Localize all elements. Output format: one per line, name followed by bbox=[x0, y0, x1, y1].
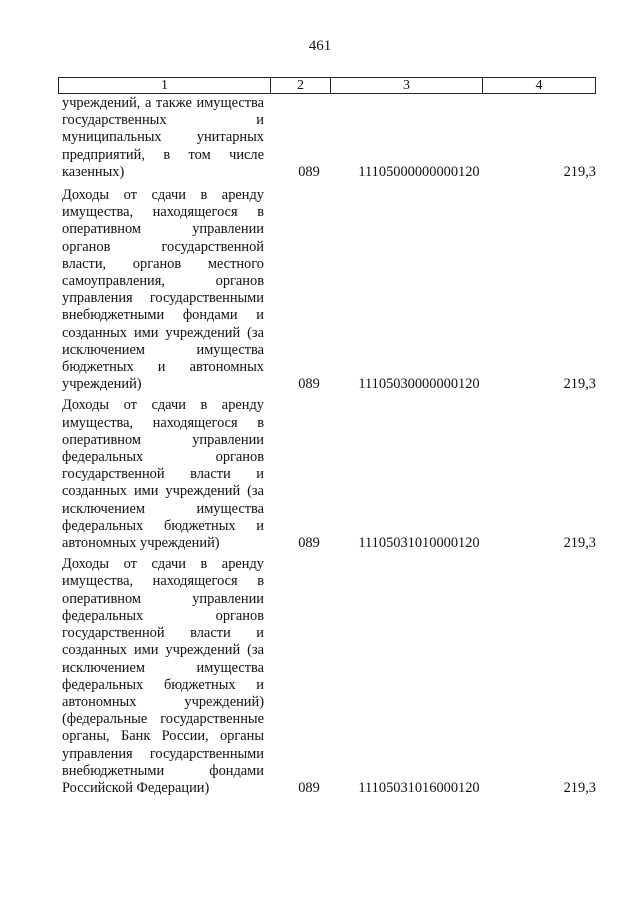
table-body bbox=[62, 95, 598, 801]
row-budget-code: 11105031016000120 bbox=[358, 779, 480, 796]
row-amount: 219,3 bbox=[563, 376, 596, 393]
header-col-3: 3 bbox=[331, 78, 483, 93]
row-budget-code: 11105000000000120 bbox=[358, 163, 480, 180]
header-col-2: 2 bbox=[271, 78, 331, 93]
table-row bbox=[62, 95, 598, 181]
table-row bbox=[62, 397, 598, 552]
row-admin-code: 089 bbox=[298, 376, 320, 393]
row-amount: 219,3 bbox=[563, 163, 596, 180]
row-admin-code: 089 bbox=[298, 779, 320, 796]
table-row bbox=[62, 556, 598, 797]
row-description: учреждений, а также имущества государственных и муниципальных унитарных предприятий, в том числе казенных) bbox=[62, 95, 264, 180]
row-budget-code: 11105030000000120 bbox=[358, 376, 480, 393]
header-col-1: 1 bbox=[59, 78, 271, 93]
row-budget-code: 11105031010000120 bbox=[358, 535, 480, 552]
page-number: 461 bbox=[308, 38, 332, 54]
row-description: Доходы от сдачи в аренду имущества, находящегося в оперативном управлении федеральных органов государственной власти и созданных ими учреждений (за исключением имущества федеральных бюджетных и автономных учреждений) bbox=[62, 397, 264, 552]
row-admin-code: 089 bbox=[298, 163, 320, 180]
table-header bbox=[58, 77, 596, 94]
row-admin-code: 089 bbox=[298, 535, 320, 552]
row-amount: 219,3 bbox=[563, 535, 596, 552]
row-description: Доходы от сдачи в аренду имущества, находящегося в оперативном управлении органов государственной власти, органов местного самоуправления, органов управления государственными внебюджетными фондами и созданных ими учреждений (за исключением имущества бюджетных и автономных учреждений) bbox=[62, 187, 264, 393]
row-amount: 219,3 bbox=[563, 779, 596, 796]
table-row bbox=[62, 187, 598, 393]
row-description: Доходы от сдачи в аренду имущества, находящегося в оперативном управлении федеральных органов государственной власти и созданных ими учреждений (за исключением имущества федеральных бюджетных и автономных учреждений) (федеральные государственные органы, Банк России, органы управления государственными внебюджетными фондами Российской Федерации) bbox=[62, 556, 264, 796]
header-col-4: 4 bbox=[535, 78, 543, 93]
